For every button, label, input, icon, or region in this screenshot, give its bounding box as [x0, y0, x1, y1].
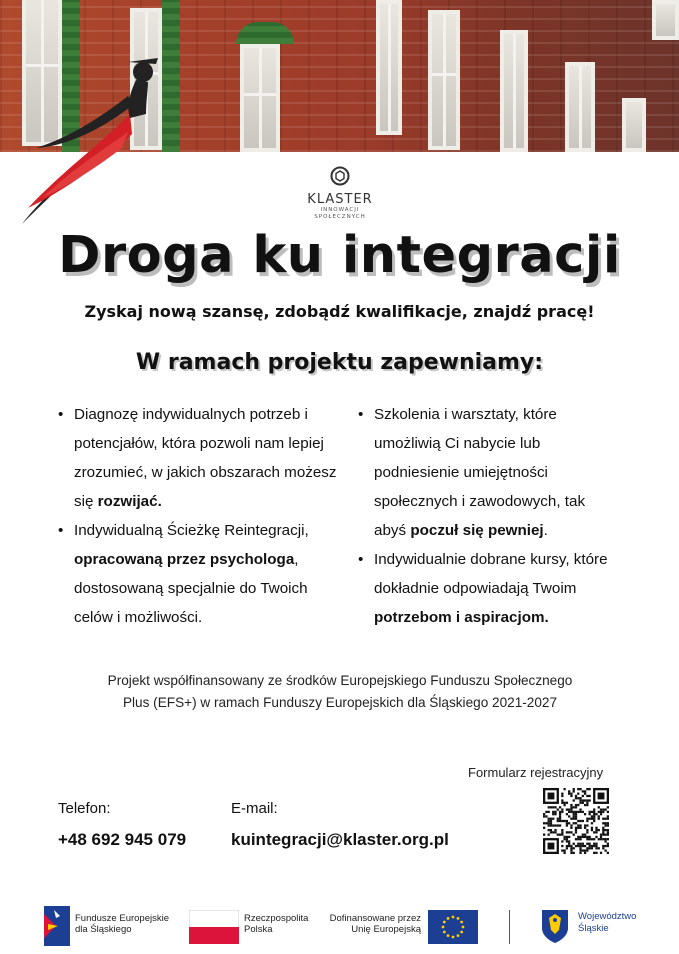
rzeczpospolita-polska-text: Rzeczpospolita Polska [244, 913, 309, 935]
polish-flag-icon [189, 910, 239, 944]
window [376, 0, 402, 135]
eu-flag-icon [428, 910, 478, 944]
registration-form-label: Formularz rejestracyjny [468, 765, 604, 780]
qr-code-icon[interactable] [543, 788, 609, 854]
klaster-logo-icon [330, 166, 350, 186]
cofunding-line-2: Plus (EFS+) w ramach Funduszy Europejskich dla Śląskiego 2021-2027 [122, 695, 558, 710]
phone-number[interactable]: +48 692 945 079 [58, 830, 187, 849]
list-item: • Indywidualną Ścieżkę Reintegracji, opracowaną przez psychologa, dostosowaną specjalnie do Twoich celów i możliwości. [58, 516, 343, 632]
klaster-sub-2: SPOŁECZNYCH [314, 214, 366, 220]
benefits-right-column [358, 400, 618, 632]
window [565, 62, 595, 152]
page-title: Droga ku integracji [58, 226, 621, 285]
window [652, 0, 679, 40]
cofunding-note [40, 670, 640, 714]
klaster-name: KLASTER [307, 192, 373, 207]
cofunding-line-1: Projekt współfinansowany ze środków Europejskiego Funduszu Społecznego [107, 673, 573, 688]
section-title: W ramach projektu zapewniamy: [135, 350, 544, 375]
window [622, 98, 646, 152]
list-item: • Indywidualnie dobrane kursy, które dokładnie odpowiadają Twoim potrzebom i aspiracjom. [358, 545, 618, 632]
fundusze-europejskie-logo-icon [44, 906, 70, 946]
green-brick-arch [236, 22, 294, 44]
phone-label: Telefon: [58, 800, 111, 817]
list-item: • Szkolenia i warsztaty, które umożliwią Ci nabycie lub podniesienie umiejętności społecznych i zawodowych, tak abyś poczuł się pewniej. [358, 400, 618, 545]
slaskie-coat-of-arms-icon [540, 908, 570, 944]
eu-cofunded-text: Dofinansowane przez Unię Europejską [329, 913, 421, 935]
window [500, 30, 528, 152]
klaster-sub-1: INNOWACJI [320, 207, 360, 213]
email-label: E-mail: [231, 800, 278, 817]
window [428, 10, 460, 150]
footer-divider [509, 910, 510, 944]
dancer-silhouette-icon [18, 48, 168, 233]
window [240, 44, 280, 152]
klaster-logo [307, 166, 373, 221]
list-item: • Diagnozę indywidualnych potrzeb i potencjałów, która pozwoli nam lepiej zrozumieć, w jakich obszarach możesz się rozwijać. [58, 400, 343, 516]
benefits-left-column [58, 400, 343, 632]
fundusze-europejskie-text: Fundusze Europejskie dla Śląskiego [75, 913, 169, 935]
wojewodztwo-slaskie-text: Województwo Śląskie [578, 911, 637, 934]
page-subtitle: Zyskaj nową szansę, zdobądź kwalifikacje, znajdź pracę! [84, 302, 595, 321]
email-address[interactable]: kuintegracji@klaster.org.pl [231, 830, 449, 849]
